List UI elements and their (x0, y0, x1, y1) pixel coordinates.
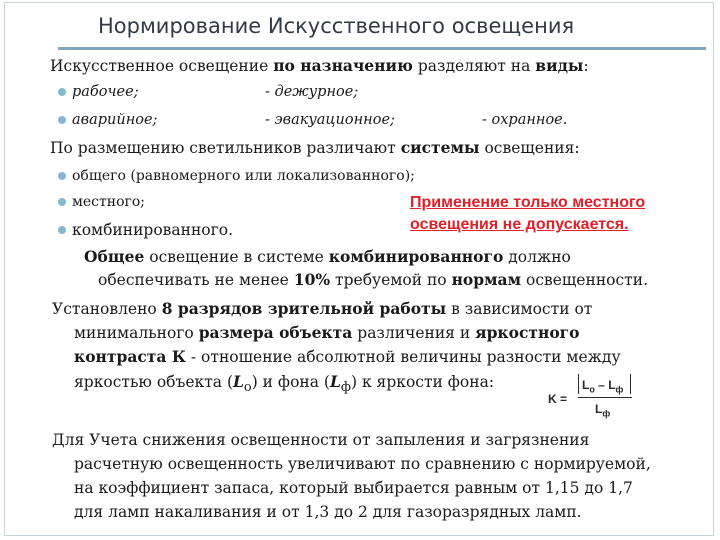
symbol-lf: L (329, 372, 341, 391)
reserve-line-4: для ламп накаливания и от 1,3 до 2 для газоразрядных ламп. (74, 503, 582, 521)
general-bold-2: комбинированного (328, 247, 504, 266)
classes-bold-4: контраста К (74, 347, 186, 366)
classes-text-6: яркостью объекта ( (74, 373, 234, 391)
symbol-lf-sub: ф (340, 380, 351, 396)
reserve-line-2: расчетную освещенность увеличивают по сравнению с нормируемой, (74, 455, 651, 473)
classes-bold-2: размера объекта (198, 323, 353, 342)
general-bold-1: Общее (84, 247, 145, 266)
general-text-5: освещенности. (521, 271, 648, 289)
formula-num-b-sub: ф (615, 384, 624, 395)
classes-bold-3: яркостного (475, 323, 580, 342)
general-text-3: обеспечивать не менее (98, 271, 294, 289)
intro-paragraph (50, 56, 589, 76)
formula-num-op: – (594, 378, 609, 392)
classes-text-8: ) к яркости фона: (350, 373, 495, 391)
formula-numerator (582, 378, 623, 394)
system-item-combined: комбинированного. (72, 221, 233, 239)
systems-text-1: По размещению светильников различают (50, 139, 401, 157)
formula-denominator (595, 402, 610, 418)
systems-text-2: освещения: (479, 139, 580, 157)
type-item-duty: - дежурное; (265, 84, 359, 100)
general-text-2: должно (503, 248, 571, 266)
classes-line-4 (74, 372, 494, 398)
classes-text-2: в зависимости от (446, 300, 593, 318)
classes-line-3 (74, 347, 621, 367)
warning-line-1: Применение только местного (410, 194, 646, 211)
bullet-icon (58, 116, 66, 124)
intro-text-2: разделяют на (412, 57, 536, 75)
classes-text-5: - отношение абсолютной величины разности между (185, 348, 621, 366)
systems-bold: системы (400, 138, 480, 157)
general-bold-4: нормам (451, 270, 522, 289)
general-line-2 (98, 270, 648, 290)
classes-text-7: ) и фона ( (251, 373, 330, 391)
intro-bold-2: виды (535, 56, 584, 75)
formula-num-a: L (582, 378, 590, 392)
general-text-1: освещение в системе (144, 248, 329, 266)
bullet-icon (58, 172, 66, 180)
intro-text-1: Искусственное освещение (50, 57, 274, 75)
formula-k: K = (548, 392, 568, 406)
intro-bold-1: по назначению (273, 56, 413, 75)
contrast-formula (548, 370, 642, 420)
systems-paragraph (50, 138, 580, 158)
reserve-line-3: на коэффициент запаса, который выбирается равным от 1,15 до 1,7 (74, 479, 633, 497)
type-item-security: - охранное. (482, 112, 568, 128)
title-underline (58, 47, 706, 50)
classes-text-3: минимального (74, 324, 199, 342)
formula-num-b: L (608, 378, 616, 392)
formula-abs-right (630, 374, 631, 394)
reserve-line-1: Для Учета снижения освещенности от запыления и загрязнения (52, 431, 590, 449)
system-item-general: общего (равномерного или локализованного); (72, 168, 415, 184)
bullet-icon (58, 198, 66, 206)
classes-line-2 (74, 323, 580, 343)
general-text-4: требуемой по (330, 271, 452, 289)
type-item-emergency: аварийное; (72, 112, 158, 128)
intro-text-3: : (583, 57, 589, 75)
general-line-1 (84, 247, 571, 267)
formula-abs-left (578, 374, 579, 394)
general-bold-3: 10% (293, 270, 331, 289)
slide-title: Нормирование Искусственного освещения (98, 14, 575, 38)
formula-den-sub: ф (602, 408, 611, 419)
formula-fraction-bar (578, 397, 632, 398)
classes-text-4: различения и (352, 324, 476, 342)
classes-line-1 (52, 299, 592, 319)
type-item-evacuation: - эвакуационное; (265, 112, 395, 128)
formula-den-l: L (595, 402, 603, 416)
classes-text-1: Установлено (52, 300, 162, 318)
symbol-l0-sub: о (243, 380, 252, 396)
type-item-working: рабочее; (72, 84, 139, 100)
formula-num-a-sub: o (589, 384, 595, 395)
warning-line-2: освещения не допускается. (410, 216, 629, 233)
bullet-icon (58, 88, 66, 96)
classes-bold-1: 8 разрядов зрительной работы (161, 299, 447, 318)
symbol-l0: L (233, 372, 244, 391)
system-item-local: местного; (72, 194, 146, 210)
bullet-icon (58, 226, 66, 234)
